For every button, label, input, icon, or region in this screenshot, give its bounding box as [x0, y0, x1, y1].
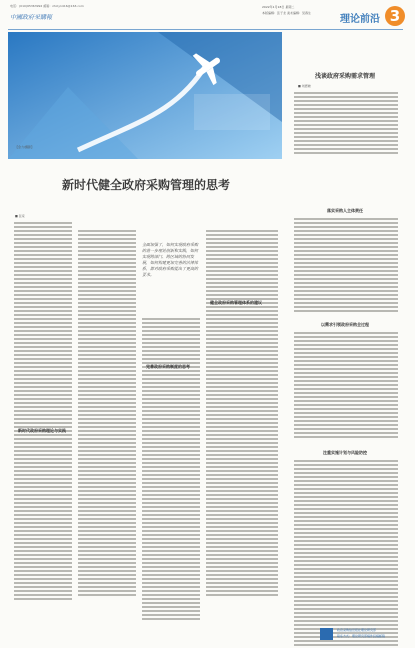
sidebar-title: 浅谈政府采购需求管理 — [314, 73, 375, 80]
article-byline: ■ 张家 — [15, 214, 25, 218]
main-col1-text — [14, 222, 72, 602]
subhead-1: 新时代政府采购理论与实践 — [18, 428, 66, 433]
hero-image — [8, 32, 282, 159]
subhead-2: 完善政府采购制度的思考 — [146, 364, 190, 369]
footer-line-1: 政府采购信息报社理论研究部 — [337, 628, 377, 632]
sidebar-intro-text — [294, 92, 398, 156]
sidebar-text-2 — [294, 332, 398, 440]
masthead-logo: 中國政府采購報 — [10, 14, 53, 21]
sidebar-subhead-2: 以需求引领政府采购全过程 — [321, 322, 369, 327]
sidebar-article — [286, 32, 404, 632]
main-col2-text — [78, 230, 136, 598]
sidebar-subhead-1: 落实采购人主体责任 — [327, 208, 363, 213]
contact-line: 电话：(010)65363992 邮箱：zhcly1416@163.com — [10, 4, 84, 8]
article-title: 新时代健全政府采购管理的思考 — [62, 178, 231, 192]
sidebar-author: ■ 刘德晓 — [298, 84, 311, 88]
sidebar-text-1 — [294, 218, 398, 314]
pull-quote: 全面加强了，如何实现政府采购的进一步理论创新和实践，如何实现跨部门、跨区域的协同发展，如何构建更加完善的法律体系，都对政府采购提出了更高的要求。 — [142, 242, 198, 277]
header-rule — [8, 29, 403, 30]
subhead-3: 健全政府采购管理体系的建议 — [210, 300, 262, 305]
page-number-badge: 3 — [385, 6, 405, 26]
main-col4-text — [206, 230, 278, 598]
sidebar-text-3 — [294, 460, 398, 648]
sidebar-subhead-3: 注重实施计划与风险防控 — [323, 450, 367, 455]
editor-line: 本版编辑：张子龙 美术编辑：吴春生 — [262, 11, 311, 15]
issue-date: 2022年1月18日 星期二 — [262, 5, 295, 9]
footer-logo-icon — [320, 628, 333, 640]
section-title: 理论前沿 — [340, 14, 380, 25]
footer-line-2: 联系方式：理论研究部稿件投稿邮箱 — [337, 634, 386, 638]
page-header — [4, 2, 411, 29]
hero-caption: 【金力/摄影】 — [15, 145, 35, 149]
